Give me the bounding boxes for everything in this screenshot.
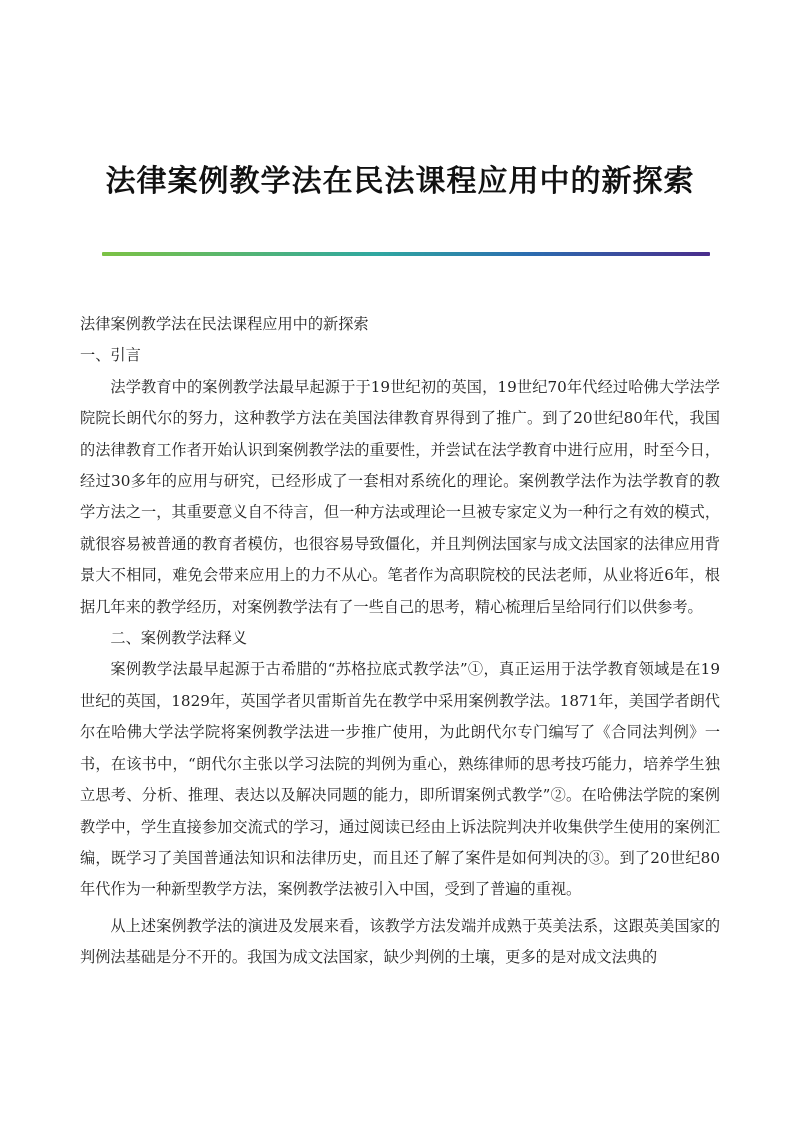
paragraph-development: 从上述案例教学法的演进及发展来看，该教学方法发端并成熟于英美法系，这跟英美国家的判例法基础是分不开的。我国为成文法国家，缺少判例的土壤，更多的是对成文法典的 — [80, 916, 720, 967]
paragraph-definition: 案例教学法最早起源于古希腊的“苏格拉底式教学法”①，真正运用于法学教育领域是在19世纪的英国，1829年，英国学者贝雷斯首先在教学中采用案例教学法。1871年，美国学者朗代尔在哈佛大学法学院将案例教学法进一步推广使用，为此朗代尔专门编写了《合同法判例》一书，在该书中，“朗代尔主张以学习法院的判例为重心，熟练律师的思考技巧能力，培养学生独立思考、分析、推理、表达以及解决同题的能力，即所谓案例式教学”②。在哈佛法学院的案例教学中，学生直接参加交流式的学习，通过阅读已经由上诉法院判决并收集供学生使用的案例汇编，既学习了美国普通法知识和法律历史，而且还了解了案件是如何判决的③。到了20世纪80年代作为一种新型教学方法，案例教学法被引入中国，受到了普遍的重视。 — [80, 660, 720, 899]
section-heading-definition: 二、案例教学法释义 — [110, 629, 248, 648]
subtitle-line: 法律案例教学法在民法课程应用中的新探索 — [80, 315, 369, 333]
document-body — [80, 309, 720, 974]
title-divider — [102, 252, 710, 256]
document-title: 法律案例教学法在民法课程应用中的新探索 — [105, 164, 695, 199]
section-heading-intro: 一、引言 — [80, 346, 141, 365]
paragraph-intro: 法学教育中的案例教学法最早起源于于19世纪初的英国，19世纪70年代经过哈佛大学法学院院长朗代尔的努力，这种教学方法在美国法律教育界得到了推广。到了20世纪80年代，我国的法律教育工作者开始认识到案例教学法的重要性，并尝试在法学教育中进行应用，时至今日，经过30多年的应用与研究，已经形成了一套相对系统化的理论。案例教学法作为法学教育的教学方法之一，其重要意义自不待言，但一种方法或理论一旦被专家定义为一种行之有效的模式，就很容易被普通的教育者模仿，也很容易导致僵化，并且判例法国家与成文法国家的法律应用背景大不相同，难免会带来应用上的力不从心。笔者作为高职院校的民法老师，从业将近6年，根据几年来的教学经历，对案例教学法有了一些自己的思考，精心梳理后呈给同行们以供参考。 — [80, 377, 720, 616]
